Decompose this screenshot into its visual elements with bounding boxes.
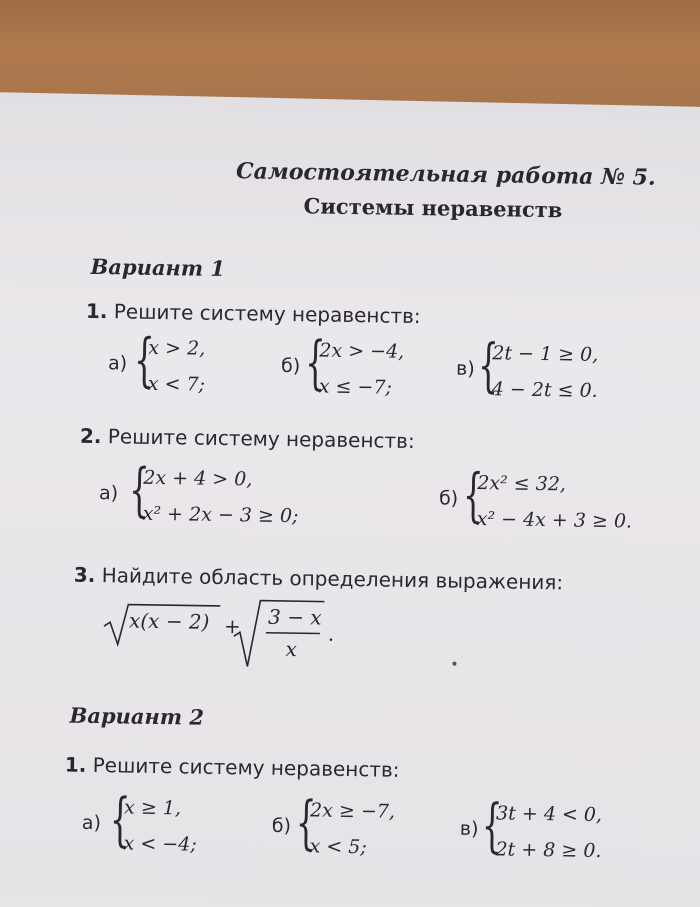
brace-icon: { bbox=[481, 791, 503, 860]
v1-task2-number: 2. bbox=[79, 423, 102, 449]
brace-icon: { bbox=[133, 325, 156, 394]
v2-task1-text: Решите систему неравенств: bbox=[92, 753, 400, 782]
v1-task1-number: 1. bbox=[85, 298, 108, 324]
inequality-2: x² − 4x + 3 ≥ 0. bbox=[476, 508, 633, 533]
worksheet-title: Самостоятельная работа № 5. bbox=[235, 158, 656, 191]
inequality-2: x < 7; bbox=[147, 372, 206, 396]
v1-task3-text: Найдите область определения выражения: bbox=[101, 563, 564, 595]
system-label: а) bbox=[107, 352, 128, 375]
v1-task2-heading bbox=[80, 424, 415, 453]
system-label: а) bbox=[98, 482, 119, 505]
system-label: а) bbox=[81, 811, 102, 835]
system-label: б) bbox=[271, 814, 292, 838]
inequality-2: 2t + 8 ≥ 0. bbox=[495, 838, 602, 862]
inequality-1: 2x > −4, bbox=[319, 339, 405, 363]
inequality-2: x ≤ −7; bbox=[318, 375, 393, 399]
variant-1-heading: Вариант 1 bbox=[90, 253, 226, 282]
inequality-1: 3t + 4 < 0, bbox=[495, 802, 603, 827]
system-label: б) bbox=[280, 354, 301, 378]
brace-icon: { bbox=[462, 460, 484, 530]
inequality-2: x² + 2x − 3 ≥ 0; bbox=[142, 502, 299, 528]
inequality-1: 2x ≥ −7, bbox=[309, 799, 396, 823]
v2-task1-heading bbox=[65, 753, 400, 782]
brace-icon: { bbox=[477, 331, 499, 400]
system-label: в) bbox=[455, 357, 475, 380]
fraction-denominator: x bbox=[285, 637, 298, 662]
system-label: б) bbox=[438, 487, 459, 510]
system-label: в) bbox=[459, 817, 479, 841]
inequality-1: x ≥ 1, bbox=[123, 796, 182, 820]
v1-task3-number: 3. bbox=[73, 562, 96, 588]
worksheet-subtitle: Системы неравенств bbox=[303, 193, 563, 223]
v1-task1-heading bbox=[86, 299, 421, 328]
brace-icon: { bbox=[109, 785, 131, 854]
radicand-left: x(x − 2) bbox=[128, 608, 210, 634]
v1-task1-text: Решите систему неравенств: bbox=[113, 299, 421, 329]
v2-task1-number: 1. bbox=[64, 752, 87, 777]
brace-icon: { bbox=[128, 455, 150, 524]
inequality-1: x > 2, bbox=[148, 336, 206, 360]
expression-period: . bbox=[327, 621, 335, 646]
inequality-2: x < 5; bbox=[309, 835, 367, 859]
domain-expression bbox=[101, 596, 362, 670]
brace-icon: { bbox=[295, 788, 317, 857]
paper-speck bbox=[452, 662, 456, 666]
inequality-1: 2t − 1 ≥ 0, bbox=[492, 342, 599, 366]
fraction-numerator: 3 − x bbox=[267, 604, 322, 630]
plus-sign: + bbox=[223, 614, 241, 639]
variant-2-heading: Вариант 2 bbox=[69, 702, 205, 730]
v1-task3-heading bbox=[74, 563, 564, 595]
brace-icon: { bbox=[304, 328, 326, 397]
inequality-2: 4 − 2t ≤ 0. bbox=[491, 378, 598, 402]
v1-task2-text: Решите систему неравенств: bbox=[107, 424, 415, 454]
inequality-1: 2x² ≤ 32, bbox=[477, 472, 567, 496]
inequality-2: x < −4; bbox=[123, 832, 197, 856]
inequality-1: 2x + 4 > 0, bbox=[143, 466, 253, 491]
